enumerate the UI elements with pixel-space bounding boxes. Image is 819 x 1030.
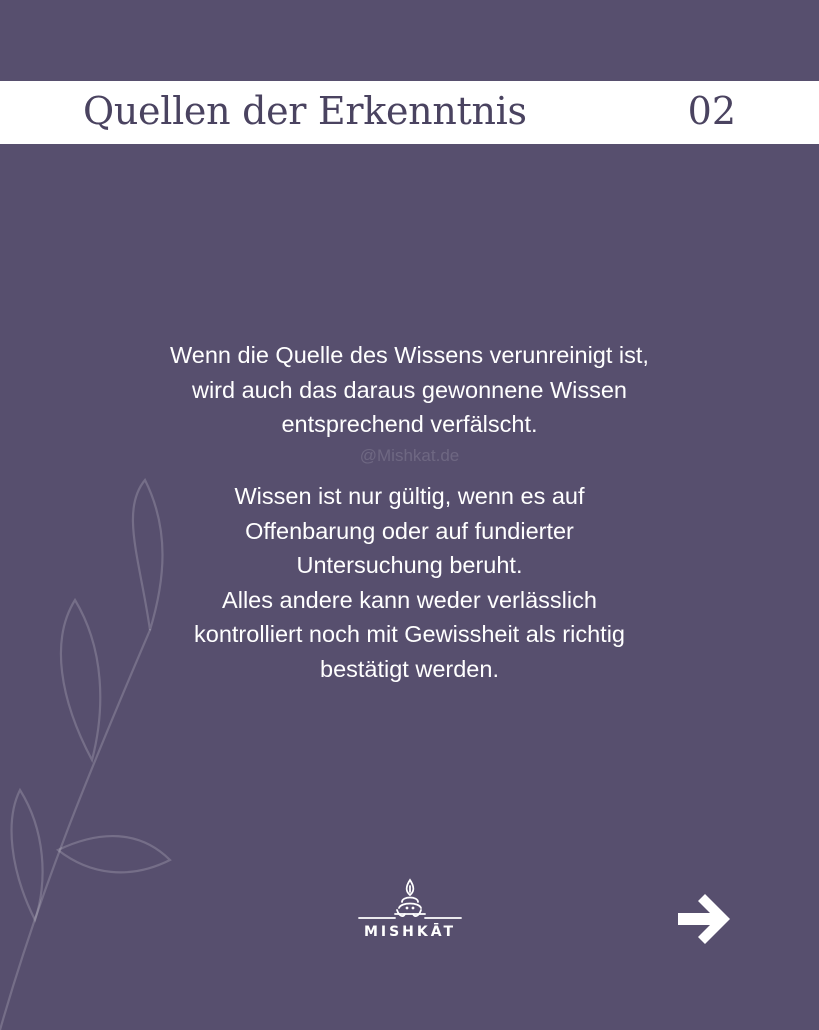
- lamp-icon: [355, 878, 465, 926]
- title-bar: [0, 81, 819, 144]
- paragraph-2-line: Alles andere kann weder verlässlich: [222, 586, 597, 613]
- paragraph-1: [60, 338, 759, 442]
- paragraph-1-line: Wenn die Quelle des Wissens verunreinigt ist,: [170, 342, 649, 368]
- arrow-right-icon[interactable]: [674, 889, 738, 949]
- logo-text: MISHKĀT: [363, 924, 457, 940]
- paragraph-2-line: kontrolliert noch mit Gewissheit als richtig: [194, 621, 625, 647]
- watermark: @Mishkat.de: [359, 446, 460, 465]
- paragraph-2-line: Offenbarung oder auf fundierter: [245, 517, 574, 544]
- mishkat-logo: [355, 878, 465, 948]
- paragraph-2-line: Untersuchung beruht.: [296, 552, 523, 578]
- page-number: 02: [687, 89, 736, 133]
- paragraph-2: [60, 479, 759, 686]
- paragraph-1-line: entsprechend verfälscht.: [281, 411, 538, 437]
- page-title: Quellen der Erkenntnis: [83, 89, 527, 133]
- paragraph-2-line: bestätigt werden.: [320, 655, 499, 682]
- paragraph-2-line: Wissen ist nur gültig, wenn es auf: [234, 483, 585, 509]
- paragraph-1-line: wird auch das daraus gewonnene Wissen: [191, 376, 627, 403]
